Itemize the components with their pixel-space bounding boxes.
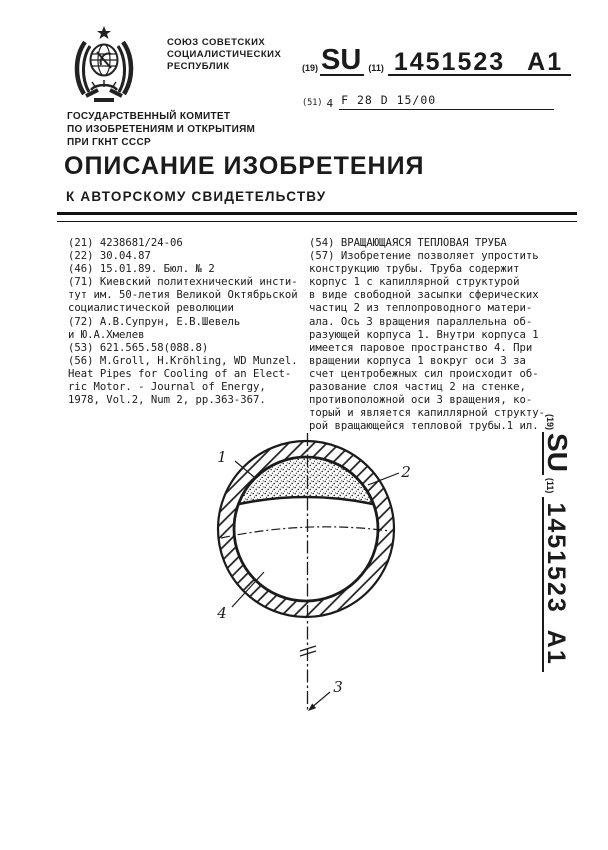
patent-drawing (170, 425, 440, 725)
figure-label-1: 1 (217, 448, 227, 466)
side-country-code-label: (19) (545, 414, 555, 431)
pub-number-group (388, 48, 571, 77)
side-kind-code: A1 (542, 629, 570, 666)
pub-number-label: (11) (368, 63, 384, 74)
abstract-text: (54) ВРАЩАЮЩАЯСЯ ТЕПЛОВАЯ ТРУБА (57) Изобретение позволяет упростить конструкцию трубы. Труба содержит корпус 1 с капиллярной структурой в виде свободной засыпки сферических частиц 2 из теплопроводного матери- ала. Ось 3 вращения параллельна об- разующей корпуса 1. Внутри корпуса 1 имеется паровое пространство 4. При вращении корпуса 1 вокруг оси 3 за счет центробежных сил происходит об- разование слоя частиц 2 на стенке, противоположной оси 3 вращения, ко- торый и является капиллярной структу- рой вращающейся тепловой трубы.1 ил. (309, 237, 545, 433)
ipc-code: F 28 D 15/00 (339, 93, 554, 110)
country-code-label: (19) (302, 63, 319, 74)
ipc-classification-row (302, 93, 554, 110)
figure-label-4: 4 (217, 604, 227, 622)
country-code: SU (320, 49, 364, 76)
publication-number: 1451523 (393, 48, 506, 77)
soviet-emblem-icon (72, 24, 136, 102)
side-country-code: SU (542, 432, 568, 475)
side-publication-label (542, 414, 597, 676)
document-subtitle: К АВТОРСКОМУ СВИДЕТЕЛЬСТВУ (66, 189, 327, 204)
figure-label-3: 3 (333, 678, 343, 696)
figure-label-2: 2 (401, 463, 411, 481)
ipc-label: (51) (302, 98, 323, 108)
kind-code: A1 (527, 48, 564, 77)
union-name: СОЮЗ СОВЕТСКИХ СОЦИАЛИСТИЧЕСКИХ РЕСПУБЛИК (167, 37, 282, 72)
publication-number-row (302, 44, 571, 77)
side-pub-number-group (542, 497, 570, 671)
bibliographic-data: (21) 4238681/24-06 (22) 30.04.87 (46) 15.01.89. Бюл. № 2 (71) Киевский политехнический инсти- тут им. 50-летия Великой Октябрьской социалистической революции (72) А.В.Супрун, Е.В.Шевель и Ю.А.Хмелев (53) 621.565.58(088.8) (56) M.Groll, H.Kröhling, WD Munzel. Heat Pipes for Cooling of an Elect- ric Motor. - Journal of Energy, 1978, Vol.2, Num 2, pp.363-367. (68, 237, 298, 407)
ipc-edition: 4 (326, 97, 334, 110)
committee-name: ГОСУДАРСТВЕННЫЙ КОМИТЕТ ПО ИЗОБРЕТЕНИЯМ И ОТКРЫТИЯМ ПРИ ГКНТ СССР (67, 111, 256, 148)
document-title: ОПИСАНИЕ ИЗОБРЕТЕНИЯ (64, 152, 425, 180)
side-publication-number: 1451523 (542, 502, 570, 614)
side-pub-number-label: (11) (545, 477, 555, 494)
header-divider (57, 212, 577, 222)
